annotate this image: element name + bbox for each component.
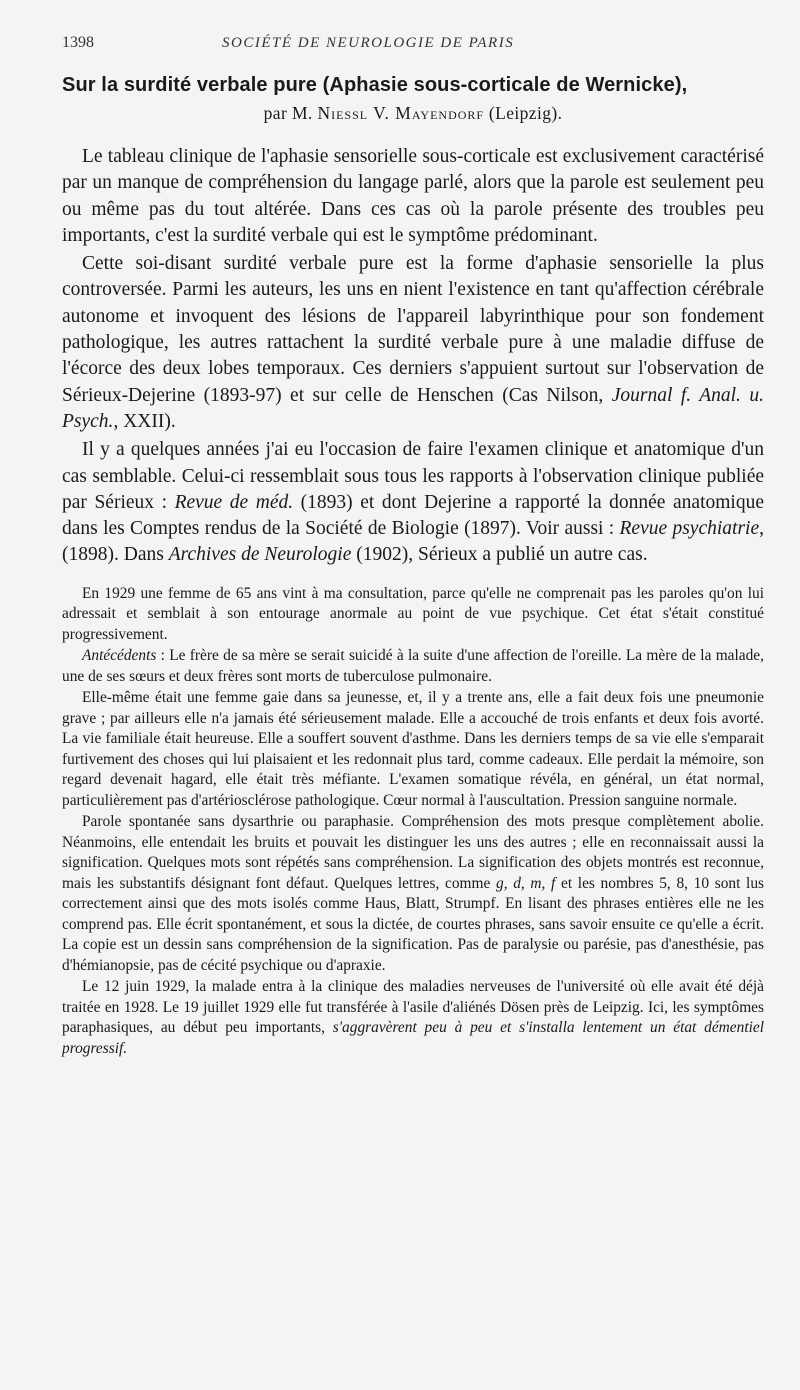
case-text: et les nombres 5, 8, 10 sont lus correctement ainsi que des mots isolés comme Haus, Blatt, Strumpf. En lisant des phrases entières elle ne les comprend pas. Elle écrit spontanément, et sous la dictée, de courtes phrases, sans savoir ensuite ce qu'elle a écrit. La copie est un dessin sans compréhension de la signification. Pas de paralysie ou parésie, pas d'anesthésie, pas d'hémianopsie, pas de cécité psychique ou d'apraxie. [62,874,765,974]
article-title: Sur la surdité verbale pure (Aphasie sous-corticale de Wernicke), [62,74,688,96]
case-text: Le 12 juin 1929, la malade entra à la clinique des maladies nerveuses de l'université où elle avait été déjà traitée en 1928. Le 19 juillet 1929 elle fut transférée à l'asile d'aliénés Dösen près de Leipzig. Ici, les symptômes paraphasiques, au début peu importants, [62,978,764,1037]
journal-citation: Archives de Neurologie [168,544,352,566]
paragraph-text: , (1898). Dans [62,518,764,566]
running-head [62,34,764,52]
author-honorific: M. [291,103,318,123]
journal-title: SOCIÉTÉ DE NEUROLOGIE DE PARIS [222,35,515,51]
history-label: Antécédents [82,647,157,665]
author-name: Niessl V. Mayendorf [317,103,485,123]
paragraph-text: Cette soi-disant surdité verbale pure est la forme d'aphasie sensorielle la plus controversée. Parmi les auteurs, les uns en nient l'existence en tant qu'affection cérébrale autonome et invoquent des lésions de l'appareil labyrinthique pour son fondement pathologique, les autres rattachent la surdité verbale pure à une maladie diffuse de l'écorce des deux lobes temporaux. Ces derniers s'appuient surtout sur l'observation de Sérieux-Dejerine (1893-97) et sur celle de Henschen (Cas Nilson, [62,253,764,406]
case-paragraph-course [62,977,764,1059]
author-line [62,103,764,124]
journal-citation: Revue de méd. [174,491,294,513]
journal-citation: Revue psychiatrie [619,518,760,540]
journal-citation: Journal f. Anal. u. Psych. [62,384,764,432]
case-paragraph-history [62,646,764,687]
paragraph-intro: Le tableau clinique de l'aphasie sensorielle sous-corticale est exclusivement caractérisé par un manque de compréhension du langage parlé, alors que la parole est seulement peu ou même pas du tout altérée. Dans ces cas où la parole présente des troubles peu importants, c'est la surdité verbale qui est le symptôme prédominant. [62,146,764,246]
paragraph-controversy [62,251,764,435]
paragraph-text: Il y a quelques années j'ai eu l'occasion de faire l'examen clinique et anatomique d'un cas semblable. Celui-ci ressemblait sous tous les rapports à l'observation clinique publiée par Sérieux : [62,439,764,513]
paragraph-text: (1893) et dont Dejerine a rapporté la donnée anatomique dans les Comptes rendus de la Société de Biologie (1897). Voir aussi : [62,491,764,540]
case-italic-text: s'aggravèrent peu à peu et s'installa lentement un état démentiel progressif. [62,1019,764,1057]
case-paragraph-personal: Elle-même était une femme gaie dans sa jeunesse, et, il y a trente ans, elle a fait deux fois une pneumonie grave ; par ailleurs elle n'a jamais été sérieusement malade. Elle a accouché de trois enfants et deux fois avorté. La vie familiale était heureuse. Elle a souffert souvent d'asthme. Dans les derniers temps de sa vie elle s'emparait furtivement des choses qui lui plaisaient et les redonnait plus tard, comme cadeaux. Elle perdait la mémoire, son regard devenait hagard, elle était très méfiante. L'examen somatique révéla, en général, un état normal, particulièrement pas d'artériosclérose pathologique. Cœur normal à l'auscultation. Pression sanguine normale. [62,689,764,809]
case-paragraph-presentation: En 1929 une femme de 65 ans vint à ma consultation, parce qu'elle ne comprenait pas les paroles qu'on lui adressait et semblait à son entourage anormale au point de vue psychique. Cet état s'était constitué progressivement. [62,584,764,643]
letter-examples: g, d, m, f [496,874,556,892]
case-text: : Le frère de sa mère se serait suicidé à la suite d'une affection de l'oreille. La mère de la malade, une de ses sœurs et deux frères sont morts de tuberculose pulmonaire. [62,647,764,685]
case-paragraph-examination [62,812,764,976]
article-body [62,144,764,569]
author-prefix: par [263,103,292,123]
paragraph-text: (1902), Sérieux a publié un autre cas. [351,544,648,566]
author-city: (Leipzig). [484,103,563,123]
case-text: Parole spontanée sans dysarthrie ou paraphasie. Compréhension des mots presque complètement abolie. Néanmoins, elle entendait les bruits et pouvait les distinguer les uns des autres ; elle en reconnaissait aussi la signification. Quelques mots sont répétés sans compréhension. La signification des objets montrés est reconnue, mais les substantifs désignant font défaut. Quelques lettres, comme [62,813,764,892]
paragraph-text: , XXII). [113,410,176,432]
paragraph-references [62,437,764,568]
case-report [62,584,764,1060]
page-number: 1398 [62,34,94,51]
